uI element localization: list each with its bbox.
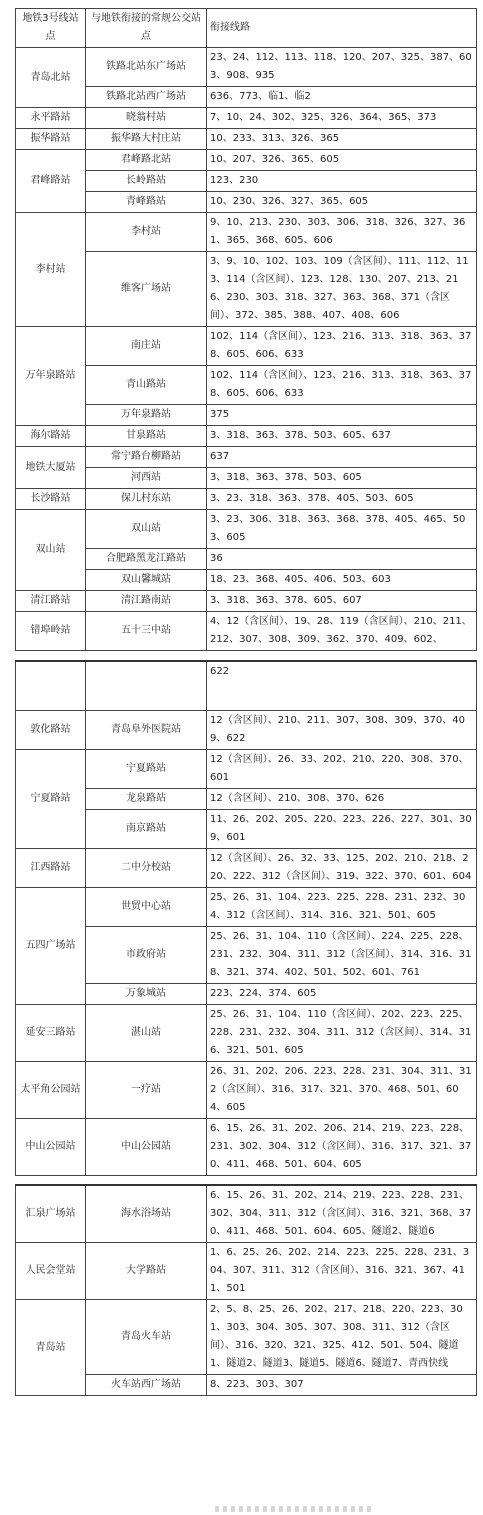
metro-station-cell: 万年泉路站: [16, 327, 86, 426]
connecting-lines-cell: 10、233、313、326、365: [207, 129, 477, 150]
header-metro-station: 地铁3号线站点: [16, 9, 86, 48]
connecting-lines-cell: 636、773、临1、临2: [207, 87, 477, 108]
table-row: [16, 1004, 477, 1061]
connecting-lines-cell: 3、318、363、378、605、607: [207, 591, 477, 612]
table-row: [16, 48, 477, 87]
metro-station-cell: 双山站: [16, 510, 86, 591]
continuation-empty-cell: [86, 661, 207, 711]
page-break-gap-cell: [16, 651, 477, 661]
table-row: [16, 447, 477, 468]
table-row: [16, 570, 477, 591]
bus-connection-table-sheet: [15, 8, 477, 1396]
bus-stop-cell: 清江路南站: [86, 591, 207, 612]
table-row: [16, 612, 477, 651]
table-row: [16, 1375, 477, 1396]
bus-connection-table: [15, 8, 477, 1396]
connecting-lines-cell: 637: [207, 447, 477, 468]
table-row: [16, 549, 477, 570]
bus-stop-cell: 五十三中站: [86, 612, 207, 651]
continuation-row: [16, 661, 477, 711]
metro-station-cell: 汇泉广场站: [16, 1185, 86, 1243]
connecting-lines-cell: 11、26、202、205、220、223、226、227、301、309、601: [207, 809, 477, 848]
bus-stop-cell: 宁夏路站: [86, 749, 207, 788]
connecting-lines-cell: 1、6、25、26、202、214、223、225、228、231、304、307、311、312（含区间）、316、321、367、411、501: [207, 1243, 477, 1300]
metro-station-cell: 青岛北站: [16, 48, 86, 108]
bus-stop-cell: 南庄站: [86, 327, 207, 366]
bus-stop-cell: 青岛阜外医院站: [86, 710, 207, 749]
bus-stop-cell: 万象城站: [86, 983, 207, 1004]
bus-stop-cell: 青峰路站: [86, 192, 207, 213]
bus-stop-cell: 铁路北站东广场站: [86, 48, 207, 87]
table-row: [16, 1185, 477, 1243]
connecting-lines-cell: 18、23、368、405、406、503、603: [207, 570, 477, 591]
metro-station-cell: 宁夏路站: [16, 749, 86, 848]
page-break-gap: [16, 651, 477, 661]
metro-station-cell: 错埠岭站: [16, 612, 86, 651]
connecting-lines-cell: 4、12（含区间）、19、28、119（含区间）、210、211、212、307、308、309、362、370、409、602、: [207, 612, 477, 651]
connecting-lines-cell: 6、15、26、31、202、206、214、219、223、228、231、302、304、312（含区间）、316、317、321、370、411、468、501、604、605: [207, 1118, 477, 1175]
bus-stop-cell: 铁路北站西广场站: [86, 87, 207, 108]
bus-stop-cell: 万年泉路站: [86, 405, 207, 426]
table-row: [16, 87, 477, 108]
table-row: [16, 171, 477, 192]
table-row: [16, 926, 477, 983]
connecting-lines-cell: 102、114（含区间）、123、216、313、318、363、378、605、606、633: [207, 366, 477, 405]
table-row: [16, 848, 477, 887]
metro-station-cell: 江西路站: [16, 848, 86, 887]
connecting-lines-cell: 12（含区间）、26、32、33、125、202、210、218、220、222、312（含区间）、319、322、370、601、604: [207, 848, 477, 887]
bus-stop-cell: 双山站: [86, 510, 207, 549]
bus-stop-cell: 合肥路黑龙江路站: [86, 549, 207, 570]
table-row: [16, 749, 477, 788]
bus-stop-cell: 二中分校站: [86, 848, 207, 887]
table-row: [16, 405, 477, 426]
table-row: [16, 1300, 477, 1375]
bus-stop-cell: 双山馨城站: [86, 570, 207, 591]
page-break-gap: [16, 1175, 477, 1185]
table-row: [16, 192, 477, 213]
metro-station-cell: 君峰路站: [16, 150, 86, 213]
bus-stop-cell: 湛山站: [86, 1004, 207, 1061]
table-row: [16, 591, 477, 612]
bus-stop-cell: 甘泉路站: [86, 426, 207, 447]
bus-stop-cell: 长岭路站: [86, 171, 207, 192]
connecting-lines-cell: 123、230: [207, 171, 477, 192]
connecting-lines-cell: 6、15、26、31、202、214、219、223、228、231、302、304、311、312（含区间）、316、321、368、370、411、468、501、604、605、隧道2、隧道6: [207, 1185, 477, 1243]
connecting-lines-cell: 102、114（含区间）、123、216、313、318、363、378、605、606、633: [207, 327, 477, 366]
metro-station-cell: 中山公园站: [16, 1118, 86, 1175]
connecting-lines-cell: 8、223、303、307: [207, 1375, 477, 1396]
header-connecting-lines: 衔接线路: [207, 9, 477, 48]
connecting-lines-cell: 25、26、31、104、223、225、228、231、232、304、312（含区间）、314、316、321、501、605: [207, 887, 477, 926]
table-row: [16, 983, 477, 1004]
connecting-lines-cell: 3、318、363、378、503、605、637: [207, 426, 477, 447]
connecting-lines-cell: 25、26、31、104、110（含区间）、224、225、228、231、232、304、311、312（含区间）、314、316、318、321、374、402、501、502、601、761: [207, 926, 477, 983]
connecting-lines-cell: 23、24、112、113、118、120、207、325、387、603、908、935: [207, 48, 477, 87]
connecting-lines-cell: 7、10、24、302、325、326、364、365、373: [207, 108, 477, 129]
bus-stop-cell: 南京路站: [86, 809, 207, 848]
connecting-lines-cell: 2、5、8、25、26、202、217、218、220、223、301、303、304、305、307、308、311、312（含区间）、316、320、321、325、412、501、504、隧道1、隧道2、隧道3、隧道5、隧道6、隧道7、青西快线: [207, 1300, 477, 1375]
connecting-lines-cell: 12（含区间）、210、211、307、308、309、370、409、622: [207, 710, 477, 749]
connecting-lines-cell: 223、224、374、605: [207, 983, 477, 1004]
connecting-lines-cell: 12（含区间）、210、308、370、626: [207, 788, 477, 809]
table-row: [16, 129, 477, 150]
bus-stop-cell: 晓翁村站: [86, 108, 207, 129]
table-row: [16, 788, 477, 809]
bus-stop-cell: 河西站: [86, 468, 207, 489]
metro-station-cell: 永平路站: [16, 108, 86, 129]
table-row: [16, 1061, 477, 1118]
connecting-lines-cell: 12（含区间）、26、33、202、210、220、308、370、601: [207, 749, 477, 788]
metro-station-cell: 振华路站: [16, 129, 86, 150]
table-row: [16, 366, 477, 405]
bus-stop-cell: 青岛火车站: [86, 1300, 207, 1375]
bus-stop-cell: 青山路站: [86, 366, 207, 405]
connecting-lines-cell: 3、23、306、318、363、368、378、405、465、503、605: [207, 510, 477, 549]
table-row: [16, 213, 477, 252]
table-row: [16, 252, 477, 327]
page-break-gap-cell: [16, 1175, 477, 1185]
table-row: [16, 510, 477, 549]
connecting-lines-cell: 3、318、363、378、503、605: [207, 468, 477, 489]
connecting-lines-cell: 36: [207, 549, 477, 570]
bus-stop-cell: 振华路大村庄站: [86, 129, 207, 150]
table-row: [16, 1243, 477, 1300]
bus-stop-cell: 世贸中心站: [86, 887, 207, 926]
continuation-empty-cell: [16, 661, 86, 711]
metro-station-cell: 海尔路站: [16, 426, 86, 447]
bus-stop-cell: 市政府站: [86, 926, 207, 983]
table-row: [16, 108, 477, 129]
bus-stop-cell: 龙泉路站: [86, 788, 207, 809]
bus-stop-cell: 保儿村东站: [86, 489, 207, 510]
table-row: [16, 327, 477, 366]
connecting-lines-cell: 26、31、202、206、223、228、231、304、311、312（含区间）、316、317、321、370、468、501、604、605: [207, 1061, 477, 1118]
metro-station-cell: 延安三路站: [16, 1004, 86, 1061]
bus-stop-cell: 大学路站: [86, 1243, 207, 1300]
table-row: [16, 1118, 477, 1175]
metro-station-cell: 长沙路站: [16, 489, 86, 510]
connecting-lines-cell: 3、23、318、363、378、405、503、605: [207, 489, 477, 510]
connecting-lines-cell: 10、207、326、365、605: [207, 150, 477, 171]
header-row: [16, 9, 477, 48]
connecting-lines-cell: 10、230、326、327、365、605: [207, 192, 477, 213]
metro-station-cell: 五四广场站: [16, 887, 86, 1004]
metro-station-cell: 地铁大厦站: [16, 447, 86, 489]
bus-stop-cell: 维客广场站: [86, 252, 207, 327]
metro-station-cell: 敦化路站: [16, 710, 86, 749]
metro-station-cell: 太平角公园站: [16, 1061, 86, 1118]
metro-station-cell: 人民会堂站: [16, 1243, 86, 1300]
metro-station-cell: 青岛站: [16, 1300, 86, 1396]
table-row: [16, 809, 477, 848]
table-row: [16, 887, 477, 926]
header-bus-stop: 与地铁衔接的常规公交站点: [86, 9, 207, 48]
table-row: [16, 426, 477, 447]
connecting-lines-cell: 375: [207, 405, 477, 426]
table-row: [16, 468, 477, 489]
bus-stop-cell: 一疗站: [86, 1061, 207, 1118]
connecting-lines-cell: 9、10、213、230、303、306、318、326、327、361、365、368、605、606: [207, 213, 477, 252]
continuation-lines-cell: 622: [207, 661, 477, 711]
bus-stop-cell: 常宁路台柳路站: [86, 447, 207, 468]
connecting-lines-cell: 3、9、10、102、103、109（含区间）、111、112、113、114（含区间）、123、128、130、207、213、216、230、303、318、327、363、368、371（含区间）、372、385、388、407、408、606: [207, 252, 477, 327]
bus-stop-cell: 君峰路北站: [86, 150, 207, 171]
bus-stop-cell: 李村站: [86, 213, 207, 252]
bus-stop-cell: 中山公园站: [86, 1118, 207, 1175]
metro-station-cell: 李村站: [16, 213, 86, 327]
connecting-lines-cell: 25、26、31、104、110（含区间）、202、223、225、228、231、232、304、311、312（含区间）、314、316、321、501、605: [207, 1004, 477, 1061]
metro-station-cell: 清江路站: [16, 591, 86, 612]
table-body: [16, 48, 477, 1396]
table-row: [16, 489, 477, 510]
bottom-watermark-strip: [215, 1506, 375, 1512]
bus-stop-cell: 海水浴场站: [86, 1185, 207, 1243]
table-row: [16, 150, 477, 171]
bus-stop-cell: 火车站西广场站: [86, 1375, 207, 1396]
table-row: [16, 710, 477, 749]
